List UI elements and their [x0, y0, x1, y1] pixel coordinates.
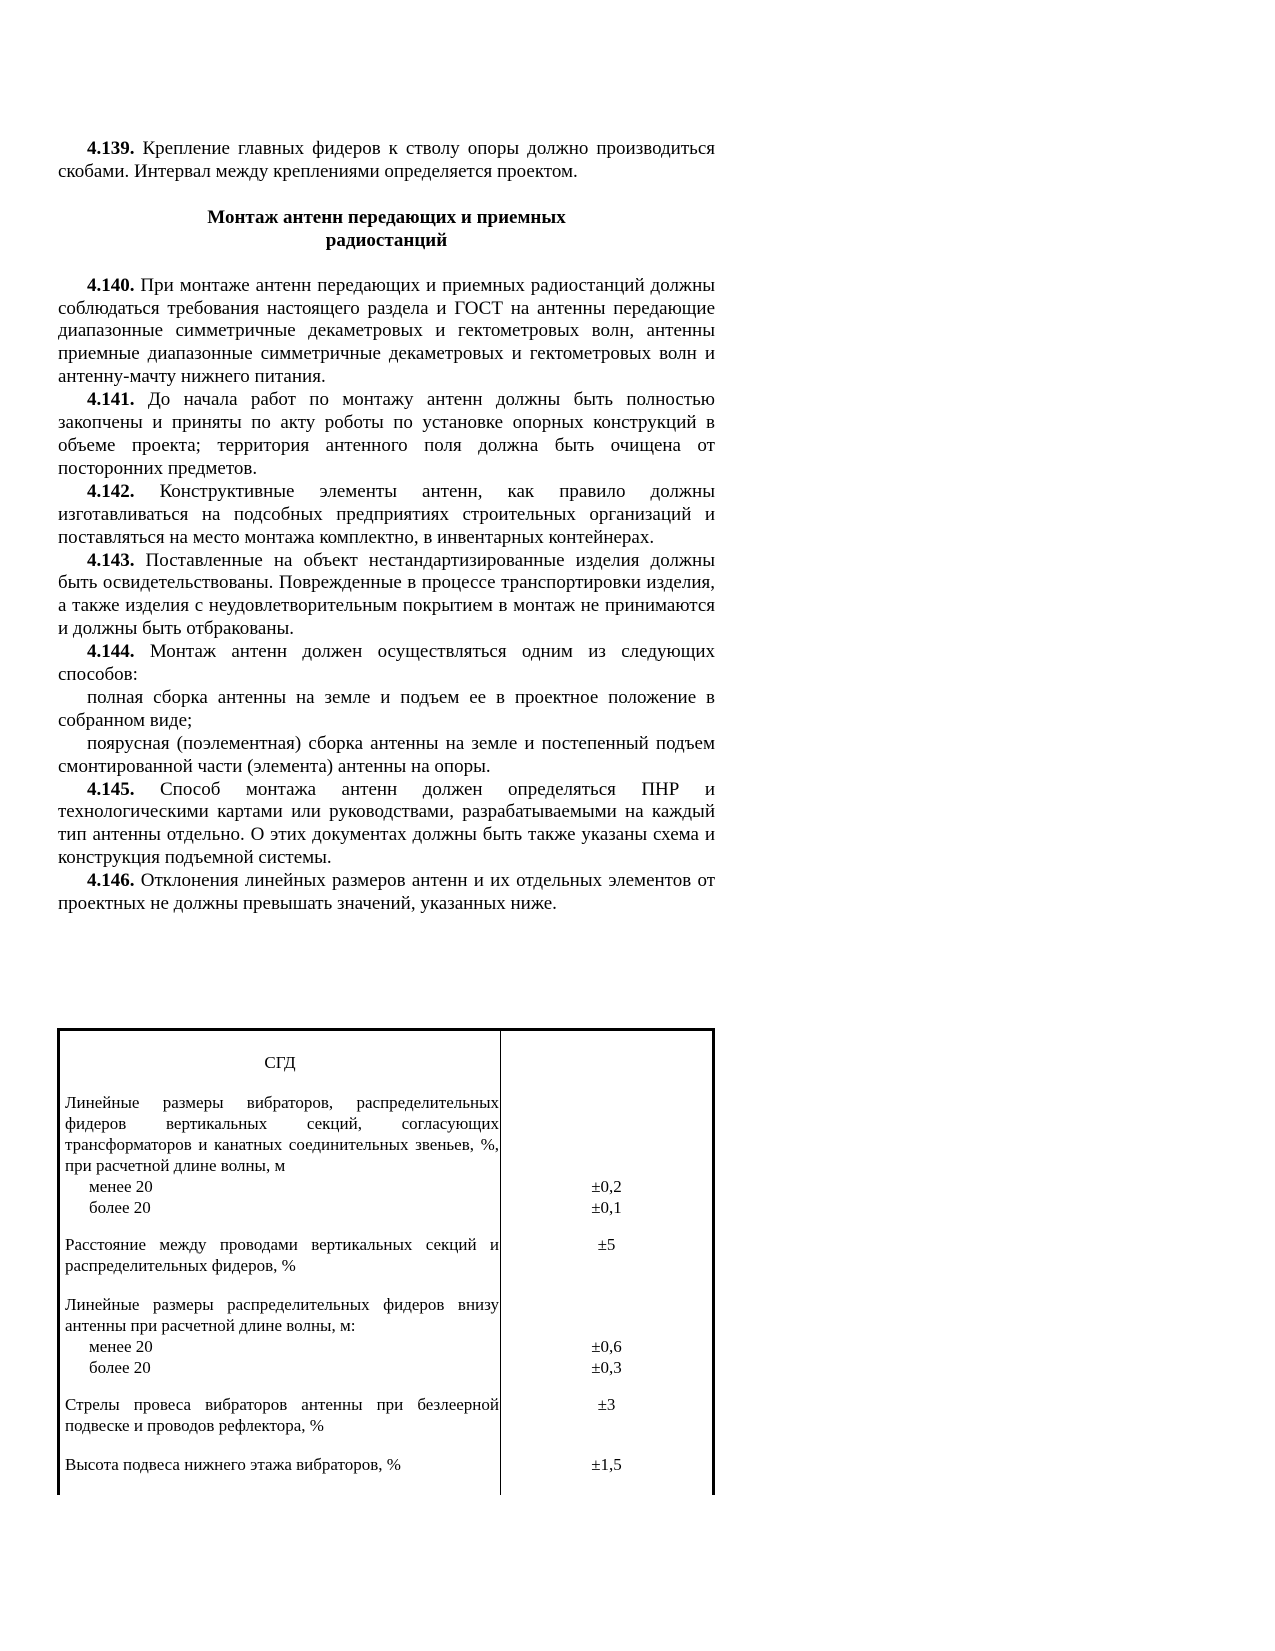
paragraph-4-139 [58, 138, 715, 184]
column-divider [500, 1031, 501, 1495]
paragraph-4-142 [58, 481, 715, 550]
row-sub-label: более 20 [89, 1358, 151, 1377]
paragraph-4-143 [58, 550, 715, 642]
clause-text: При монтаже антенн передающих и приемных радиостанций должны соблюдаться требования настоящего раздела и ГОСТ на антенны передающие диапазонные симметричные декаметровых и гектометровых волн, антенны приемные диапазонные симметричные декаметровых и гектометровых волн и антенну-мачту нижнего питания. [58, 274, 715, 388]
clause-text: Отклонения линейных размеров антенн и их отдельных элементов от проектных не должны превышать значений, указанных ниже. [58, 870, 715, 915]
clause-number: 4.144. [87, 641, 135, 663]
clause-number: 4.139. [87, 138, 135, 159]
row-value: ±0,3 [591, 1358, 622, 1377]
paragraph-4-144 [58, 641, 715, 687]
table-header-left: СГД [264, 1053, 296, 1072]
section-heading: Монтаж антенн передающих и приемных радиостанций [207, 206, 566, 251]
row-value: ±3 [597, 1395, 616, 1414]
row-label: Стрелы провеса вибраторов антенны при безлеерной подвеске и проводов рефлектора, % [65, 1395, 499, 1435]
clause-number: 4.140. [87, 274, 135, 296]
row-value: ±0,1 [591, 1198, 622, 1217]
paragraph-4-140 [58, 275, 715, 390]
paragraph-4-144-method-1: полная сборка антенны на земле и подъем ее в проектное положение в собранном виде; [58, 686, 715, 731]
row-sub-label: более 20 [89, 1198, 151, 1217]
clause-text: До начала работ по монтажу антенн должны быть полностью закопчены и приняты по акту роботы по установке опорных конструкций в объеме проекта; территория антенного поля должна быть очищена от посторонних предметов. [58, 389, 715, 479]
row-value: ±0,6 [591, 1337, 622, 1356]
paragraph-4-145 [58, 779, 715, 871]
row-value: ±5 [597, 1235, 616, 1254]
clause-text: Крепление главных фидеров к стволу опоры должно производиться скобами. Интервал между креплениями определяется проектом. [58, 138, 715, 182]
clause-number: 4.143. [87, 549, 135, 571]
row-value: ±0,2 [591, 1177, 622, 1196]
clause-number: 4.142. [87, 480, 135, 502]
paragraph-4-144-method-2: поярусная (поэлементная) сборка антенны на земле и постепенный подъем смонтированной части (элемента) антенны на опоры. [58, 732, 715, 777]
clause-number: 4.141. [87, 389, 135, 411]
row-label: Линейные размеры вибраторов, распределительных фидеров вертикальных секций, согласующих трансформаторов и канатных соединительных звеньев, %, при расчетной длине волны, м [65, 1093, 499, 1175]
clause-text: Поставленные на объект нестандартизированные изделия должны быть освидетельствованы. Поврежденные в процессе транспортировки изделия, а также изделия с неудовлетворительным покрытием в монтаж не принимаются и должны быть отбракованы. [58, 549, 715, 640]
clause-text: Способ монтажа антенн должен определяться ПНР и технологическими картами или руководствами, разрабатываемыми на каждый тип антенны отдельно. О этих документах должны быть также указаны схема и конструкция подъемной системы. [58, 778, 715, 869]
clause-text: Конструктивные элементы антенн, как правило должны изготавливаться на подсобных предприятиях строительных организаций и поставляться на место монтажа комплектно, в инвентарных контейнерах. [58, 480, 715, 548]
clause-number: 4.145. [87, 778, 135, 800]
clause-number: 4.146. [87, 870, 135, 892]
row-label: Расстояние между проводами вертикальных секций и распределительных фидеров, % [65, 1235, 499, 1275]
row-sub-label: менее 20 [89, 1177, 153, 1196]
paragraph-4-146 [58, 870, 715, 916]
document-body [58, 138, 715, 916]
row-sub-label: менее 20 [89, 1337, 153, 1356]
clause-text: Монтаж антенн должен осуществляться одним из следующих способов: [58, 641, 715, 686]
paragraph-4-141 [58, 389, 715, 481]
row-label: Высота подвеса нижнего этажа вибраторов, % [65, 1455, 401, 1474]
row-label: Линейные размеры распределительных фидеров внизу антенны при расчетной длине волны, м: [65, 1295, 499, 1335]
tolerance-table [57, 1028, 715, 1495]
row-value: ±1,5 [591, 1455, 622, 1474]
